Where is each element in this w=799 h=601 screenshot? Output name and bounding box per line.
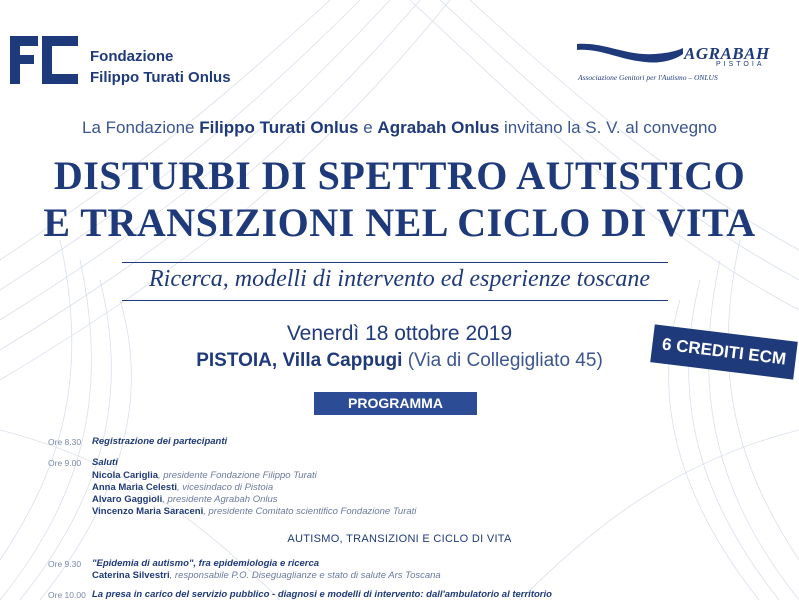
speaker-role: , vicesindaco di Pistoia	[177, 482, 274, 493]
speaker-name: Anna Maria Celesti	[92, 482, 177, 493]
ft-organization-name	[90, 46, 231, 88]
speaker-name: Alvaro Gaggioli	[92, 494, 163, 505]
subtitle: Ricerca, modelli di intervento ed esperienze toscane	[149, 266, 650, 292]
schedule-time-2: Ore 9.00	[48, 458, 82, 468]
invite-org1: Filippo Turati Onlus	[199, 118, 359, 137]
invite-pre: La Fondazione	[82, 118, 200, 137]
invite-mid: e	[358, 118, 378, 137]
schedule-time-1: Ore 8.30	[48, 437, 82, 447]
speaker-row	[92, 482, 273, 494]
speaker-row	[92, 470, 317, 482]
section-title: AUTISMO, TRANSIZIONI E CICLO DI VITA	[287, 533, 512, 545]
schedule-time-4: Ore 10.00	[48, 590, 86, 600]
speaker-name: Caterina Silvestri	[92, 570, 170, 581]
agrabah-city: PISTOIA	[716, 61, 765, 68]
title-line1: DISTURBI DI SPETTRO AUTISTICO	[53, 153, 746, 198]
agrabah-subtitle: Associazione Genitori per l'Autismo – ONLUS	[578, 73, 718, 82]
schedule-title-1: Registrazione dei partecipanti	[92, 436, 228, 447]
title-line2: E TRANSIZIONI NEL CICLO DI VITA	[43, 200, 756, 245]
place-address: (Via di Collegigliato 45)	[402, 350, 603, 371]
invite-org2: Agrabah Onlus	[377, 118, 500, 137]
speaker-role: , presidente Fondazione Filippo Turati	[158, 470, 317, 481]
speaker-row	[92, 494, 278, 506]
place-bold: PISTOIA, Villa Cappugi	[196, 350, 403, 371]
speaker-role: , presidente Comitato scientifico Fondazione Turati	[203, 506, 417, 517]
invite-post: invitano la S. V. al convegno	[499, 118, 717, 137]
ft-name-line1: Fondazione	[90, 48, 174, 65]
schedule-title-2: Saluti	[92, 457, 118, 468]
schedule-time-3: Ore 9.30	[48, 559, 82, 569]
subtitle-rule-top	[122, 262, 668, 263]
speaker-row	[92, 570, 441, 582]
speaker-role: , responsabile P.O. Diseguaglianze e stato di salute Ars Toscana	[169, 570, 441, 581]
ecm-credits-badge: 6 CREDITI ECM	[650, 324, 798, 379]
speaker-name: Vincenzo Maria Saraceni	[92, 506, 204, 517]
speaker-role: , presidente Agrabah Onlus	[162, 494, 278, 505]
schedule-title-3: "Epidemia di autismo", fra epidemiologia e ricerca	[92, 558, 320, 569]
ft-logo	[10, 36, 80, 84]
program-label: PROGRAMMA	[314, 392, 477, 415]
speaker-name: Nicola Cariglia	[92, 470, 158, 481]
ft-name-line2: Filippo Turati Onlus	[90, 69, 231, 86]
speaker-row	[92, 506, 416, 518]
schedule-title-4: La presa in carico del servizio pubblico - diagnosi e modelli di intervento: dall'ambulatorio al territorio	[92, 589, 552, 600]
event-date: Venerdì 18 ottobre 2019	[286, 322, 513, 345]
agrabah-swoosh-icon	[575, 40, 685, 70]
subtitle-rule-bottom	[122, 300, 668, 301]
agrabah-name: AGRABAH	[684, 44, 770, 63]
invitation-line	[0, 118, 799, 138]
